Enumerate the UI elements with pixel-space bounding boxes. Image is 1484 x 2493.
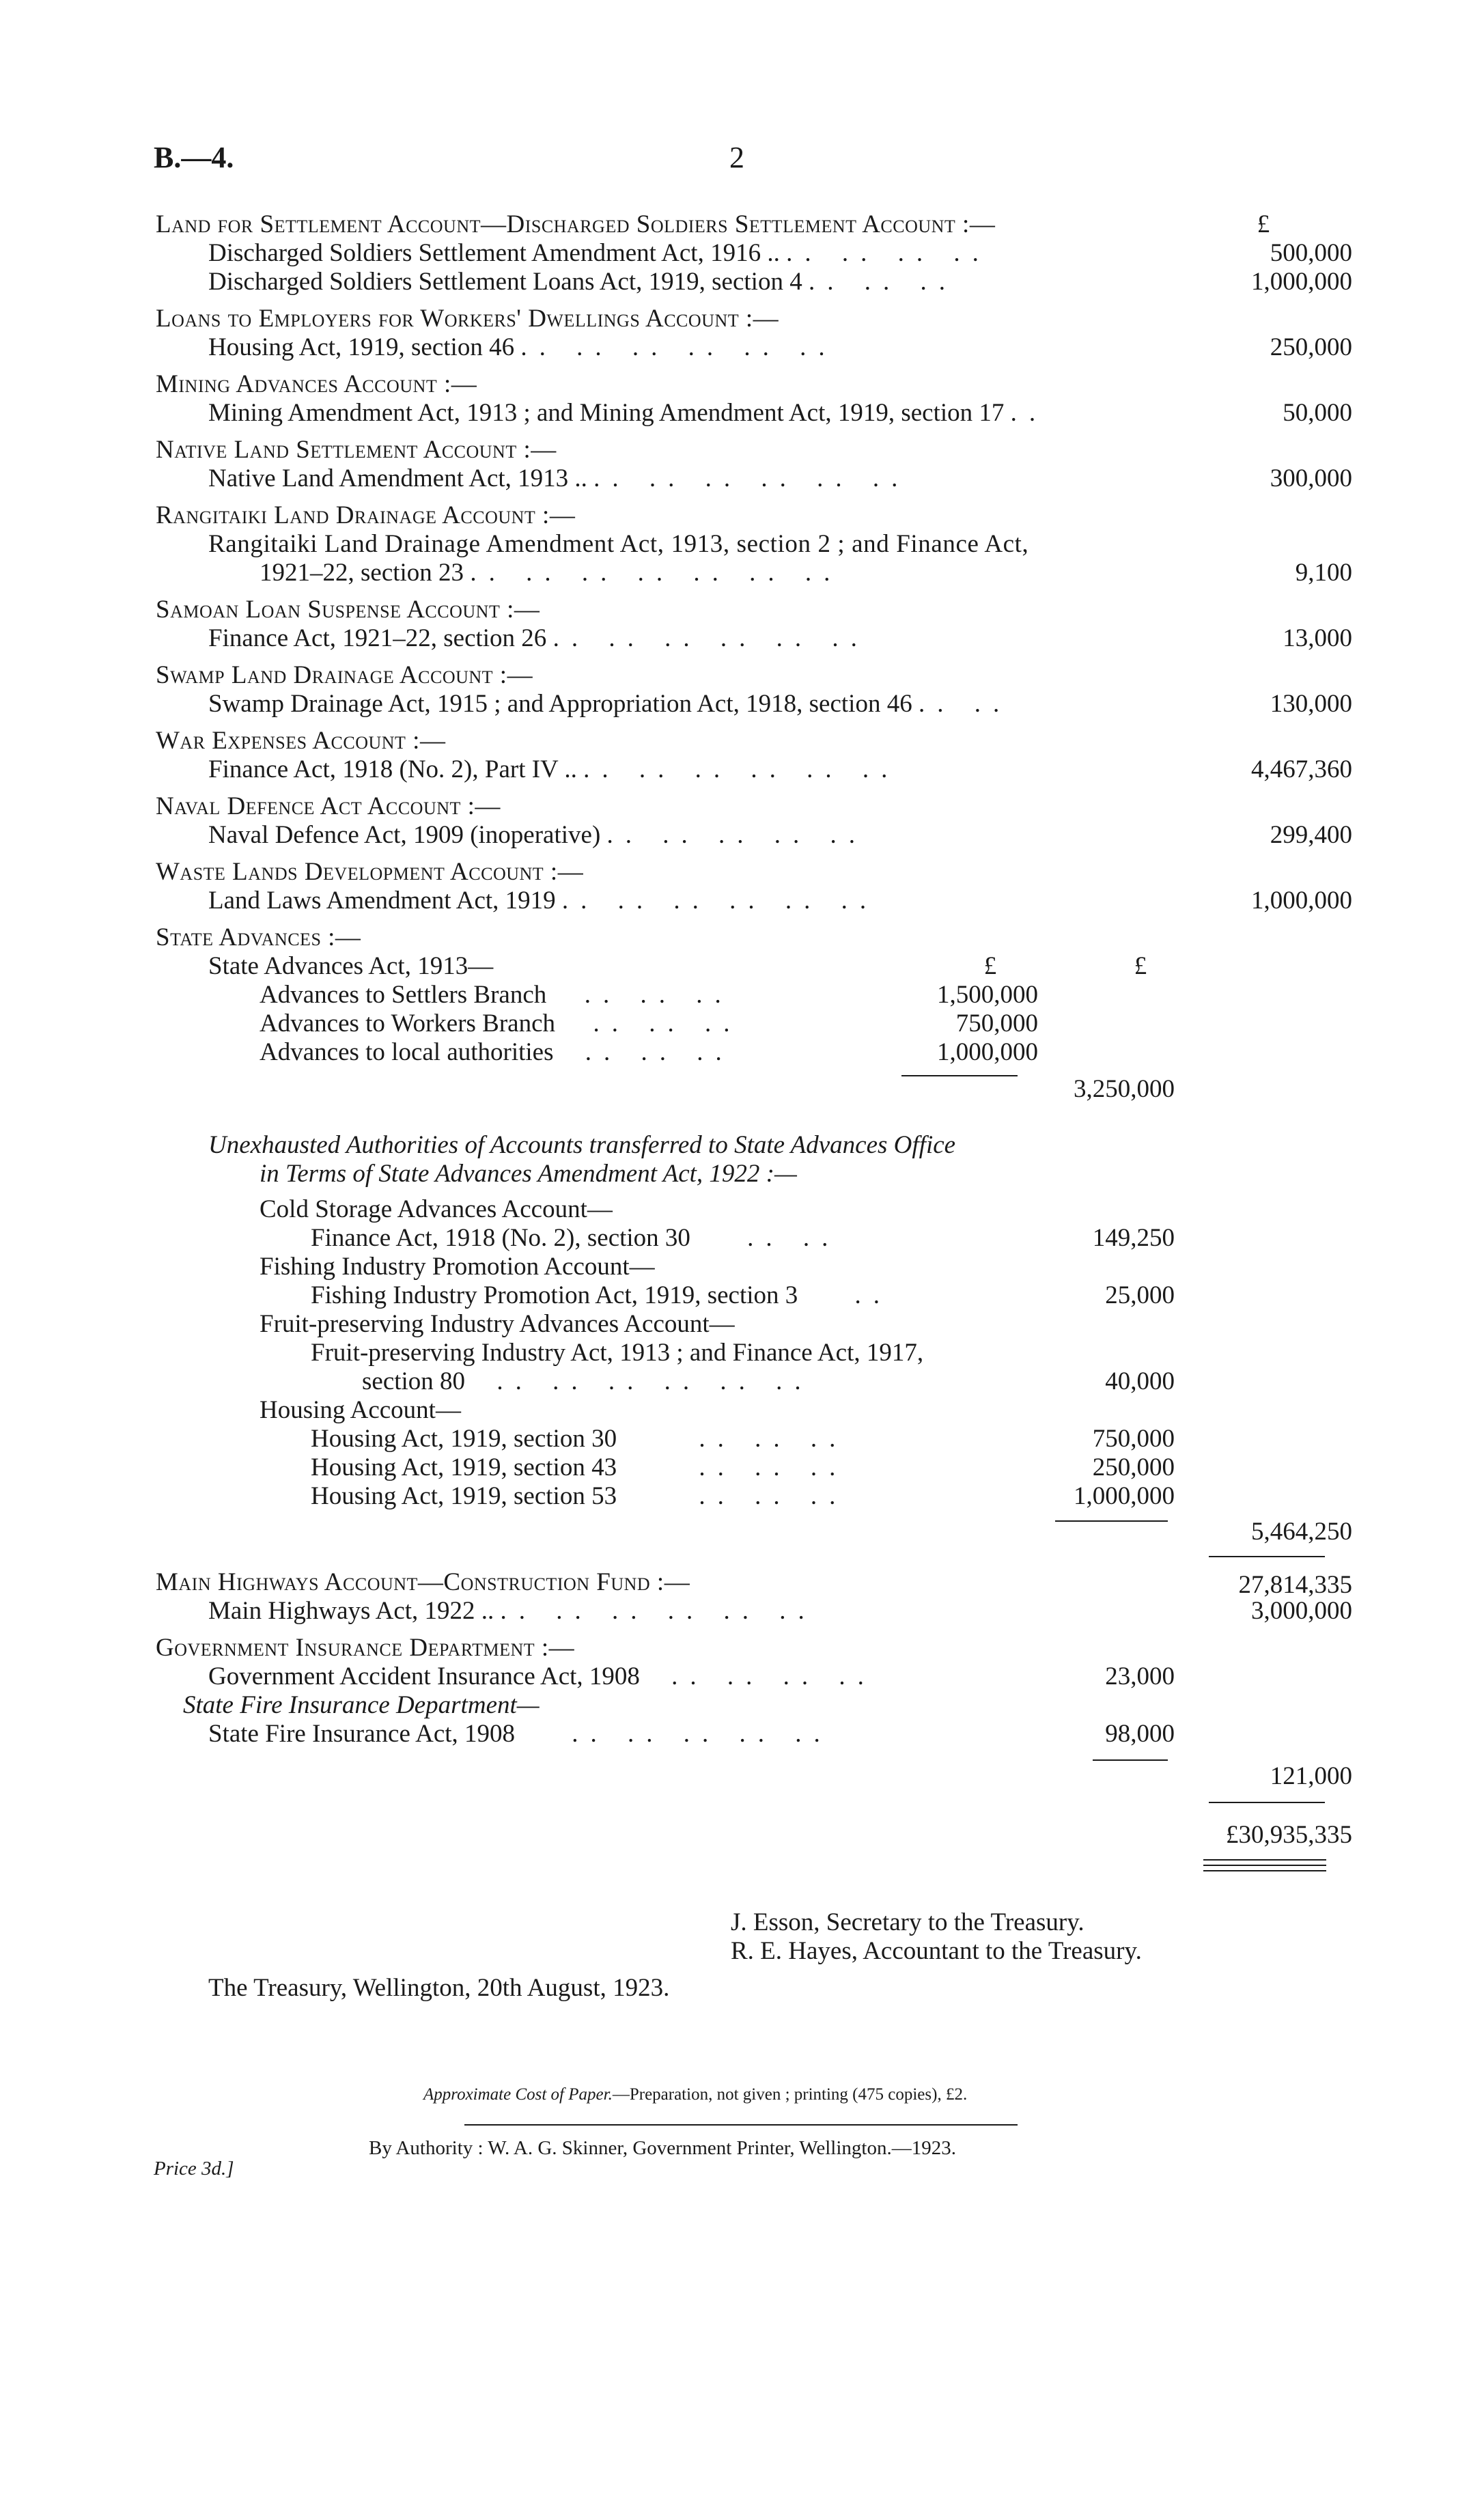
unexhausted-total: 5,464,250 (1251, 1518, 1352, 1546)
grand-total: £30,935,335 (1226, 1821, 1352, 1849)
account-title: Swamp Land Drainage Account :— (156, 661, 533, 689)
signature-secretary: J. Esson, Secretary to the Treasury. (731, 1908, 1084, 1936)
sub-account-amount: 149,250 (1092, 1224, 1175, 1252)
unexhausted-heading: Unexhausted Authorities of Accounts transferred to State Advances Office (208, 1131, 956, 1159)
grand-total-rule (1203, 1865, 1326, 1866)
document-reference: B.—4. (154, 141, 234, 174)
currency-symbol: £ (1257, 210, 1270, 238)
account-title: Samoan Loan Suspense Account :— (156, 596, 540, 624)
sub-account-amount: 40,000 (1105, 1367, 1175, 1395)
sub-account-amount: 750,000 (1092, 1425, 1175, 1453)
price: Price 3d.] (154, 2158, 234, 2179)
sub-account-title: Cold Storage Advances Account— (260, 1195, 613, 1223)
account-line: Discharged Soldiers Settlement Amendment Act, 1916 .. .. .. .. .. (208, 239, 991, 267)
account-title: Rangitaiki Land Drainage Account :— (156, 501, 576, 529)
sub-account-line: Housing Act, 1919, section 43 .. .. .. (311, 1453, 848, 1481)
account-line: Native Land Amendment Act, 1913 .. .. .. .. .. .. .. (208, 464, 910, 492)
authority-line: By Authority : W. A. G. Skinner, Government Printer, Wellington.—1923. (369, 2137, 956, 2159)
branch-line: Advances to Settlers Branch .. .. .. (260, 981, 733, 1009)
account-title: War Expenses Account :— (156, 727, 446, 755)
sub-account-amount: 1,000,000 (1074, 1482, 1175, 1510)
sub-account-line: Finance Act, 1918 (No. 2), section 30 .. .. (311, 1224, 841, 1252)
branch-line: Advances to Workers Branch .. .. .. (260, 1009, 742, 1037)
branch-amount: 1,500,000 (937, 981, 1038, 1009)
account-amount: 1,000,000 (1251, 887, 1352, 915)
account-title: Waste Lands Development Account :— (156, 858, 584, 886)
sub-account-title: Housing Account— (260, 1396, 461, 1424)
account-line: Discharged Soldiers Settlement Loans Act, 1919, section 4 .. .. .. (208, 268, 957, 296)
account-line: Main Highways Act, 1922 .. .. .. .. .. .. .. (208, 1597, 817, 1625)
sub-account-line: Fishing Industry Promotion Act, 1919, section 3 .. (311, 1281, 893, 1309)
column-symbol: £ (1134, 952, 1147, 980)
state-advances-subtotal: 3,250,000 (1074, 1075, 1175, 1103)
account-line: Mining Amendment Act, 1913 ; and Mining Amendment Act, 1919, section 17 .. (208, 399, 1048, 427)
grand-total-rule (1203, 1859, 1326, 1861)
sub-account-title: Fishing Industry Promotion Account— (260, 1253, 655, 1281)
total-rule (1209, 1802, 1325, 1803)
account-amount: 50,000 (1283, 399, 1352, 427)
subtotal-rule (1093, 1759, 1168, 1761)
account-line: Finance Act, 1918 (No. 2), Part IV .. .. .. .. .. .. .. (208, 755, 900, 783)
place-date: The Treasury, Wellington, 20th August, 1923. (208, 1974, 670, 2002)
page-number: 2 (729, 141, 744, 174)
subtotal-rule (1055, 1520, 1168, 1522)
unexhausted-heading: in Terms of State Advances Amendment Act, 1922 :— (260, 1160, 797, 1188)
insurance-total: 121,000 (1270, 1762, 1352, 1790)
sub-account-line: section 80 .. .. .. .. .. .. (362, 1367, 813, 1395)
account-title: Main Highways Account—Construction Fund :— (156, 1568, 690, 1596)
account-line: Finance Act, 1921–22, section 26 .. .. .. .. .. .. (208, 624, 869, 652)
account-amount: 130,000 (1270, 690, 1352, 718)
account-line: Naval Defence Act, 1909 (inoperative) .. .. .. .. .. (208, 821, 868, 849)
account-title: Naval Defence Act Account :— (156, 792, 501, 820)
account-title: Government Insurance Department :— (156, 1634, 575, 1662)
sub-account-title: Fruit-preserving Industry Advances Account— (260, 1310, 735, 1338)
column-symbol: £ (983, 952, 997, 980)
sub-account-amount: 250,000 (1092, 1453, 1175, 1481)
running-total: 27,814,335 (1238, 1571, 1352, 1599)
sub-account-line: Fruit-preserving Industry Act, 1913 ; and Finance Act, 1917, (311, 1339, 924, 1367)
account-amount: 23,000 (1105, 1662, 1175, 1690)
sub-department-title: State Fire Insurance Department— (183, 1691, 540, 1719)
account-amount: 9,100 (1295, 559, 1352, 587)
account-amount: 4,467,360 (1251, 755, 1352, 783)
account-amount: 250,000 (1270, 333, 1352, 361)
state-advances-act: State Advances Act, 1913— (208, 952, 494, 980)
state-advances-title: State Advances :— (156, 923, 361, 951)
account-title: Native Land Settlement Account :— (156, 436, 557, 464)
cost-note: Approximate Cost of Paper.—Preparation, not given ; printing (475 copies), £2. (423, 2085, 968, 2104)
account-line: Swamp Drainage Act, 1915 ; and Appropriation Act, 1918, section 46 .. .. (208, 690, 1012, 718)
sub-account-line: Housing Act, 1919, section 30 .. .. .. (311, 1425, 848, 1453)
account-amount: 1,000,000 (1251, 268, 1352, 296)
total-rule (1209, 1556, 1325, 1557)
account-amount: 3,000,000 (1251, 1597, 1352, 1625)
account-title: Loans to Employers for Workers' Dwellings Account :— (156, 305, 779, 333)
sub-account-amount: 25,000 (1105, 1281, 1175, 1309)
account-amount: 299,400 (1270, 821, 1352, 849)
signature-accountant: R. E. Hayes, Accountant to the Treasury. (731, 1937, 1142, 1965)
account-line: Government Accident Insurance Act, 1908 .. .. .. .. (208, 1662, 876, 1690)
account-line: Rangitaiki Land Drainage Amendment Act, 1913, section 2 ; and Finance Act, (208, 530, 1029, 558)
account-title: Land for Settlement Account—Discharged Soldiers Settlement Account :— (156, 210, 996, 238)
account-line: Land Laws Amendment Act, 1919 .. .. .. .. .. .. (208, 887, 879, 915)
grand-total-rule (1203, 1870, 1326, 1871)
account-line: 1921–22, section 23 .. .. .. .. .. .. .. (260, 559, 843, 587)
account-amount: 300,000 (1270, 464, 1352, 492)
account-amount: 13,000 (1283, 624, 1352, 652)
account-amount: 98,000 (1105, 1720, 1175, 1748)
branch-amount: 1,000,000 (937, 1038, 1038, 1066)
authority-rule (464, 2124, 1018, 2126)
account-line: Housing Act, 1919, section 46 .. .. .. .. .. .. (208, 333, 837, 361)
account-amount: 500,000 (1270, 239, 1352, 267)
account-line: State Fire Insurance Act, 1908 .. .. .. .. .. (208, 1720, 832, 1748)
account-title: Mining Advances Account :— (156, 370, 477, 398)
branch-amount: 750,000 (955, 1009, 1038, 1037)
sub-account-line: Housing Act, 1919, section 53 .. .. .. (311, 1482, 848, 1510)
branch-line: Advances to local authorities .. .. .. (260, 1038, 734, 1066)
